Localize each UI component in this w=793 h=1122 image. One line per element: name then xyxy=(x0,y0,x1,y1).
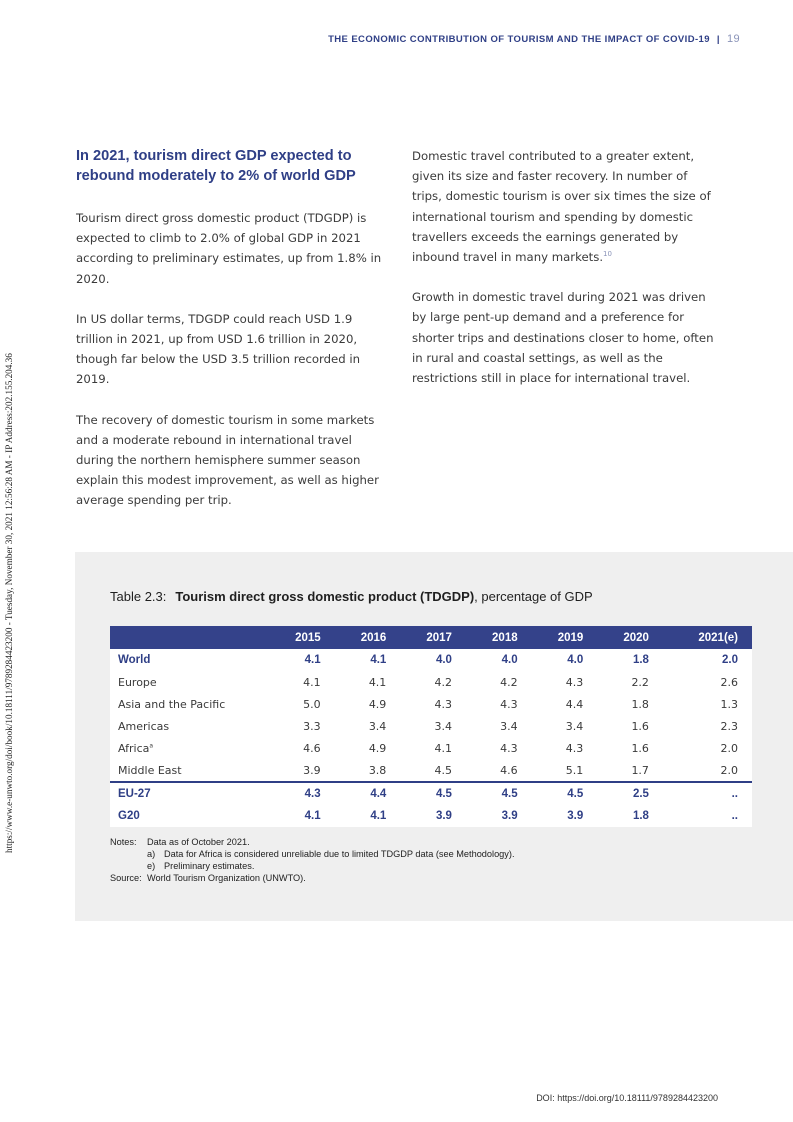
cell: .. xyxy=(663,782,752,805)
section-heading: In 2021, tourism direct GDP expected to rebound moderately to 2% of world GDP xyxy=(76,148,356,184)
col-header: 2015 xyxy=(269,626,335,649)
source-key: Source: xyxy=(110,873,142,883)
right-column xyxy=(412,146,717,408)
note-e-mark: e) xyxy=(147,861,156,871)
header-corner xyxy=(110,626,269,649)
cell: .. xyxy=(663,805,752,827)
col-header: 2016 xyxy=(335,626,401,649)
cell: 4.9 xyxy=(335,693,401,715)
cell: 4.5 xyxy=(466,782,532,805)
cell: 4.2 xyxy=(400,671,466,693)
cell: 4.0 xyxy=(532,649,598,671)
cell: 2.0 xyxy=(663,737,752,759)
row-name-text: Africa xyxy=(118,741,150,755)
tdgdp-table xyxy=(110,626,752,827)
cell: 4.6 xyxy=(269,737,335,759)
cell: 2.2 xyxy=(597,671,663,693)
cell: 2.5 xyxy=(597,782,663,805)
footnote-ref[interactable]: 10 xyxy=(603,250,612,259)
cell: 3.4 xyxy=(532,715,598,737)
table-panel xyxy=(75,552,793,921)
cell: 4.0 xyxy=(466,649,532,671)
cell: 4.1 xyxy=(269,649,335,671)
row-name xyxy=(110,737,269,759)
page-number: 19 xyxy=(726,33,740,45)
notes-text: Data as of October 2021. xyxy=(147,837,250,847)
cell: 1.8 xyxy=(597,805,663,827)
cell: 2.0 xyxy=(663,649,752,671)
cell: 4.0 xyxy=(400,649,466,671)
cell: 3.4 xyxy=(400,715,466,737)
cell: 3.9 xyxy=(269,759,335,782)
paragraph-domestic-travel xyxy=(412,146,717,267)
header-separator: | xyxy=(716,34,720,45)
row-name: Asia and the Pacific xyxy=(110,693,269,715)
cell: 4.1 xyxy=(335,805,401,827)
note-e-line xyxy=(110,860,515,872)
table-header-row xyxy=(110,626,752,649)
cell: 4.1 xyxy=(335,649,401,671)
side-access-stamp xyxy=(3,353,15,853)
cell: 1.7 xyxy=(597,759,663,782)
cell: 4.6 xyxy=(466,759,532,782)
doi-footer[interactable]: DOI: https://doi.org/10.18111/9789284423200 xyxy=(536,1093,718,1103)
table-title xyxy=(110,589,593,604)
cell: 3.9 xyxy=(466,805,532,827)
cell: 3.3 xyxy=(269,715,335,737)
side-access-stamp-text: https://www.e-unwto.org/doi/book/10.18111/9789284423200 - Tuesday, November 30, 2021 12:56:28 AM - IP Address:202.155.204.36 xyxy=(4,353,14,853)
table-row-middle-east xyxy=(110,759,752,782)
col-header: 2020 xyxy=(597,626,663,649)
footnote-mark-a: a xyxy=(149,741,154,749)
cell: 3.4 xyxy=(466,715,532,737)
cell: 3.9 xyxy=(400,805,466,827)
table-row-world xyxy=(110,649,752,671)
col-header: 2019 xyxy=(532,626,598,649)
cell: 3.4 xyxy=(335,715,401,737)
col-header: 2018 xyxy=(466,626,532,649)
notes-line xyxy=(110,836,515,848)
table-row-europe xyxy=(110,671,752,693)
cell: 2.3 xyxy=(663,715,752,737)
table-row-africa xyxy=(110,737,752,759)
paragraph-domestic-growth: Growth in domestic travel during 2021 was driven by large pent-up demand and a preference for shorter trips and destinations closer to home, often in rural and coastal settings, as well as the restrictions still in place for international travel. xyxy=(412,290,714,386)
cell: 4.3 xyxy=(532,737,598,759)
cell: 4.4 xyxy=(335,782,401,805)
cell: 4.9 xyxy=(335,737,401,759)
paragraph-tdgdp-share: Tourism direct gross domestic product (TDGDP) is expected to climb to 2.0% of global GDP in 2021 according to preliminary estimates, up from 1.8% in 2020. xyxy=(76,211,382,286)
row-name: Middle East xyxy=(110,759,269,782)
cell: 4.1 xyxy=(269,805,335,827)
cell: 3.8 xyxy=(335,759,401,782)
cell: 5.1 xyxy=(532,759,598,782)
row-name: G20 xyxy=(110,805,269,827)
note-a-line xyxy=(110,848,515,860)
cell: 1.6 xyxy=(597,737,663,759)
notes-key: Notes: xyxy=(110,837,137,847)
cell: 5.0 xyxy=(269,693,335,715)
cell: 1.8 xyxy=(597,649,663,671)
cell: 4.1 xyxy=(269,671,335,693)
cell: 1.3 xyxy=(663,693,752,715)
table-row-asia-pacific xyxy=(110,693,752,715)
row-name: World xyxy=(110,649,269,671)
row-name: Europe xyxy=(110,671,269,693)
cell: 4.5 xyxy=(400,759,466,782)
cell: 4.1 xyxy=(335,671,401,693)
table-notes xyxy=(110,836,515,884)
cell: 4.3 xyxy=(400,693,466,715)
col-header: 2017 xyxy=(400,626,466,649)
table-row-eu27 xyxy=(110,782,752,805)
row-name: EU-27 xyxy=(110,782,269,805)
cell: 4.3 xyxy=(532,671,598,693)
cell: 4.3 xyxy=(466,737,532,759)
note-e-text: Preliminary estimates. xyxy=(164,861,255,871)
row-name: Americas xyxy=(110,715,269,737)
note-a-text: Data for Africa is considered unreliable due to limited TDGDP data (see Methodology). xyxy=(164,849,515,859)
cell: 1.6 xyxy=(597,715,663,737)
cell: 2.6 xyxy=(663,671,752,693)
cell: 4.2 xyxy=(466,671,532,693)
table-label: Table 2.3: xyxy=(110,589,167,604)
cell: 4.5 xyxy=(532,782,598,805)
cell: 1.8 xyxy=(597,693,663,715)
source-line xyxy=(110,872,515,884)
table-row-g20 xyxy=(110,805,752,827)
paragraph-recovery: The recovery of domestic tourism in some markets and a moderate rebound in international travel during the northern hemisphere summer season explain this modest improvement, as well as higher average spending per trip. xyxy=(76,412,379,508)
paragraph-domestic-travel-text: Domestic travel contributed to a greater extent, given its size and faster recovery. In number of trips, domestic tourism is over six times the size of international tourism and spending by domestic travellers exceeds the earnings generated by inbound travel in many markets. xyxy=(412,149,711,265)
paragraph-usd-terms: In US dollar terms, TDGDP could reach USD 1.9 trillion in 2021, up from USD 1.6 trillion in 2020, though far below the USD 3.5 trillion recorded in 2019. xyxy=(76,311,361,387)
running-title: THE ECONOMIC CONTRIBUTION OF TOURISM AND THE IMPACT OF COVID-19 xyxy=(328,34,710,45)
cell: 2.0 xyxy=(663,759,752,782)
note-a-mark: a) xyxy=(147,849,156,859)
running-header xyxy=(0,33,740,45)
table-title-rest: , percentage of GDP xyxy=(474,589,593,604)
cell: 4.5 xyxy=(400,782,466,805)
cell: 4.3 xyxy=(269,782,335,805)
cell: 4.3 xyxy=(466,693,532,715)
table-title-bold: Tourism direct gross domestic product (TDGDP) xyxy=(175,589,475,604)
table-row-americas xyxy=(110,715,752,737)
left-column xyxy=(76,146,386,531)
cell: 4.4 xyxy=(532,693,598,715)
cell: 3.9 xyxy=(532,805,598,827)
source-text: World Tourism Organization (UNWTO). xyxy=(147,873,306,883)
cell: 4.1 xyxy=(400,737,466,759)
col-header: 2021(e) xyxy=(663,626,752,649)
